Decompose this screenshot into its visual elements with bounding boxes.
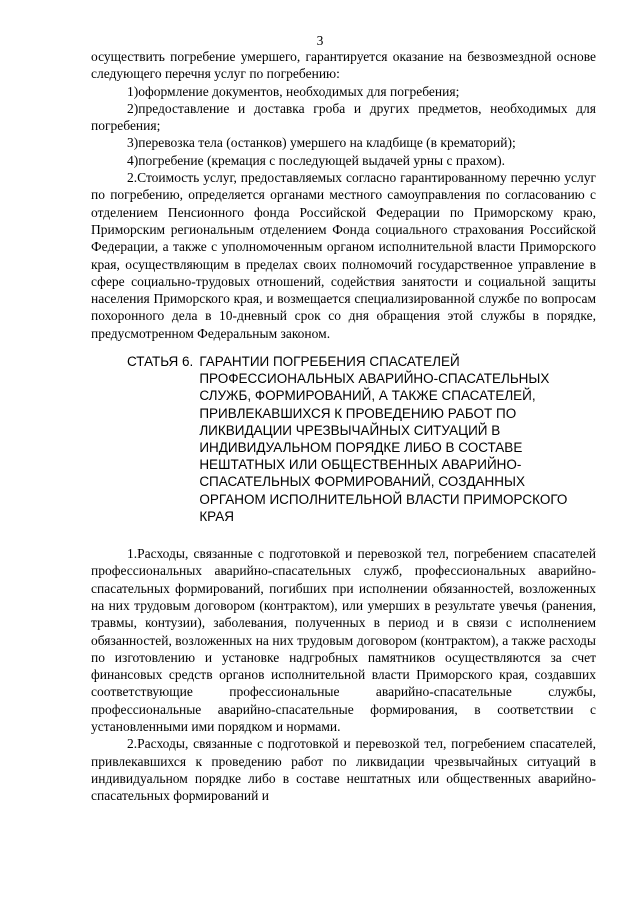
article-heading bbox=[127, 353, 596, 525]
paragraph: 2.Расходы, связанные с подготовкой и перевозкой тел, погребением спасателей, привлекавшихся к проведению работ по ликвидации чрезвычайных ситуаций в индивидуальном порядке либо в составе нештатных или общественных аварийно-спасательных формирований и bbox=[91, 736, 596, 804]
article-title: ГАРАНТИИ ПОГРЕБЕНИЯ СПАСАТЕЛЕЙ ПРОФЕССИОНАЛЬНЫХ АВАРИЙНО-СПАСАТЕЛЬНЫХ СЛУЖБ, ФОРМИРОВАНИЙ, А ТАКЖЕ СПАСАТЕЛЕЙ, ПРИВЛЕКАВШИХСЯ К ПРОВЕДЕНИЮ РАБОТ ПО ЛИКВИДАЦИИ ЧРЕЗВЫЧАЙНЫХ СИТУАЦИЙ В ИНДИВИДУАЛЬНОМ ПОРЯДКЕ ЛИБО В СОСТАВЕ НЕШТАТНЫХ ИЛИ ОБЩЕСТВЕННЫХ АВАРИЙНО-СПАСАТЕЛЬНЫХ ФОРМИРОВАНИЙ, СОЗДАННЫХ ОРГАНОМ ИСПОЛНИТЕЛЬНОЙ ВЛАСТИ ПРИМОРСКОГО КРАЯ bbox=[199, 354, 568, 524]
spacer bbox=[91, 342, 596, 353]
page-number: 3 bbox=[316, 33, 324, 48]
list-item: 1)оформление документов, необходимых для погребения; bbox=[127, 83, 460, 99]
paragraph: осуществить погребение умершего, гарантируется оказание на безвозмездной основе следующего перечня услуг по погребению: bbox=[91, 49, 596, 82]
paragraph: 2.Стоимость услуг, предоставляемых согласно гарантированному перечню услуг по погребению, определяется органами местного самоуправления по согласованию с отделением Пенсионного фонда Российской Федерации по Приморскому краю, Приморским региональным отделением Фонда социального страхования Российской Федерации, а также с уполномоченным органом исполнительной власти Приморского края, осуществляющим в пределах своих полномочий государственное управление в сфере социально-трудовых отношений, содействия занятости и социальной защиты населения Приморского края, и возмещается специализированной службе по вопросам похоронного дела в 10-дневный срок со дня обращения этой службы в порядке, предусмотренном Федеральным законом. bbox=[91, 170, 596, 341]
list-item: 4)погребение (кремация с последующей выдачей урны с прахом). bbox=[127, 152, 505, 168]
document-body bbox=[91, 48, 596, 805]
list-item: 3)перевозка тела (останков) умершего на кладбище (в крематорий); bbox=[127, 135, 516, 151]
spacer bbox=[91, 525, 596, 545]
list-item: 2)предоставление и доставка гроба и других предметов, необходимых для погребения; bbox=[91, 100, 596, 134]
article-label: СТАТЬЯ 6. bbox=[127, 354, 194, 370]
paragraph: 1.Расходы, связанные с подготовкой и перевозкой тел, погребением спасателей профессиональных аварийно-спасательных служб, профессиональных аварийно-спасательных формирований, погибших при исполнении обязанностей, возложенных на них трудовым договором (контрактом), или умерших в результате увечья (ранения, травмы, контузии), заболевания, полученных в период и в связи с исполнением обязанностей, возложенных на них трудовым договором (контрактом), а также расходы по изготовлению и установке надгробных памятников осуществляются за счет финансовых средств органов исполнительной власти Приморского края, создавших соответствующие профессиональные аварийно-спасательные службы, профессиональные аварийно-спасательные формирования, в соответствии с установленными ими порядком и нормами. bbox=[91, 546, 596, 735]
